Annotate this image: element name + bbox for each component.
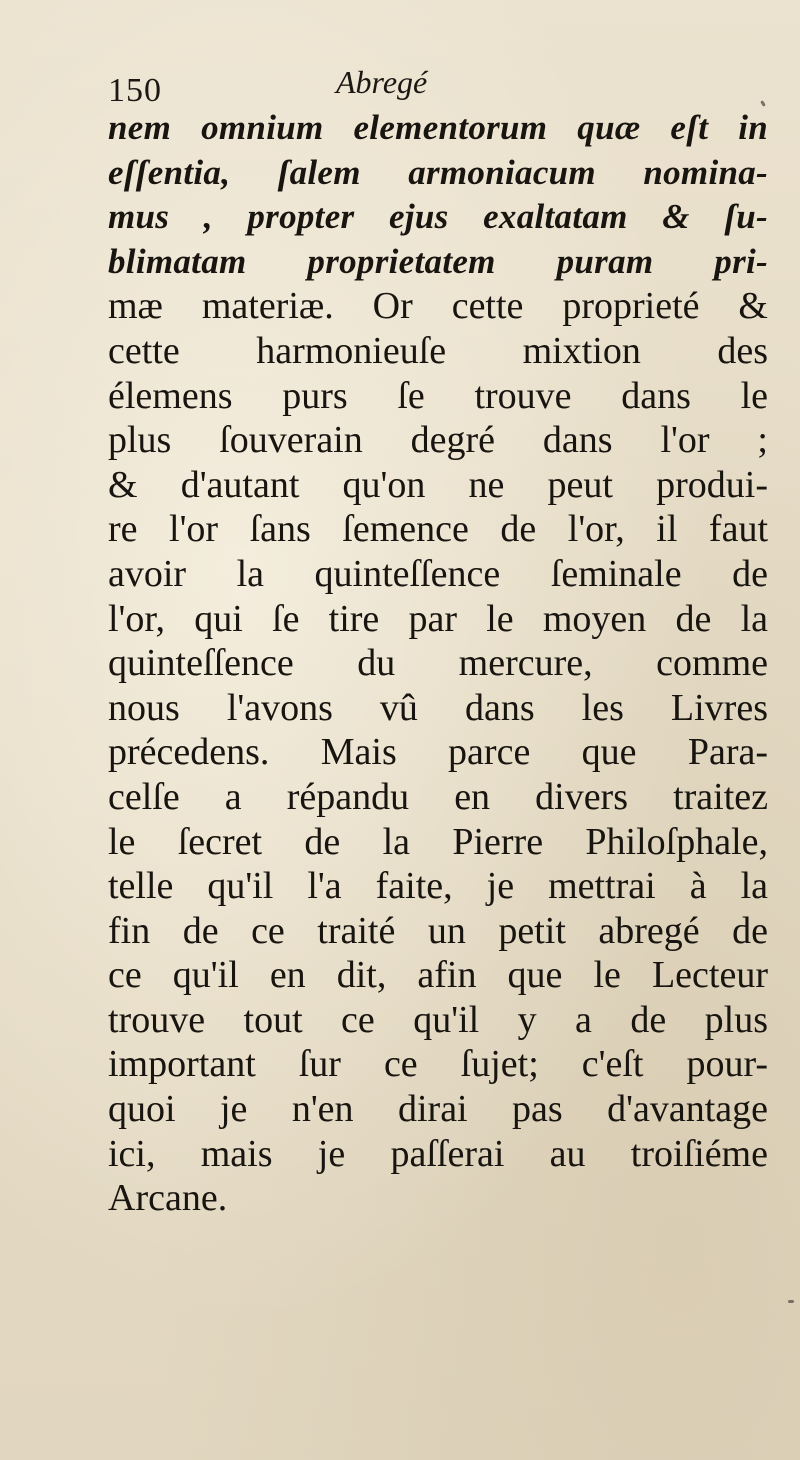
text-line: nous l'avons vû dans les Livres [108, 686, 768, 729]
page-header [108, 62, 748, 112]
paper-speck [788, 1300, 794, 1303]
text-line: fin de ce traité un petit abregé de [108, 909, 768, 952]
text-line: trouve tout ce qu'il y a de plus [108, 998, 768, 1041]
text-line: re l'or ſans ſemence de l'or, il faut [108, 508, 768, 551]
text-line: & d'autant qu'on ne peut produi- [108, 463, 768, 506]
text-line: blimatam proprietatem puram pri- [108, 241, 768, 281]
text-line: telle qu'il l'a faite, je mettrai à la [108, 865, 768, 908]
body-text [108, 106, 768, 1221]
text-line: le ſecret de la Pierre Philoſphale, [108, 820, 768, 863]
text-line: avoir la quinteſſence ſeminale de [108, 552, 768, 595]
text-line: mæ materiæ. Or cette proprieté & [108, 285, 768, 328]
text-line: mus , propter ejus exaltatam & ſu- [108, 197, 768, 237]
running-title: Abregé [336, 64, 428, 100]
text-line: quoi je n'en dirai pas d'avantage [108, 1088, 768, 1131]
text-line-last: Arcane. [108, 1177, 228, 1220]
text-line: quinteſſence du mercure, comme [108, 642, 768, 685]
page-number: 150 [108, 72, 162, 109]
text-line: ce qu'il en dit, afin que le Lecteur [108, 954, 768, 997]
text-line: précedens. Mais parce que Para- [108, 731, 768, 774]
text-line: ici, mais je paſſerai au troiſiéme [108, 1132, 768, 1175]
text-line: cette harmonieuſe mixtion des [108, 329, 768, 372]
text-line: plus ſouverain degré dans l'or ; [108, 419, 768, 462]
text-line: l'or, qui ſe tire par le moyen de la [108, 597, 768, 640]
text-line: élemens purs ſe trouve dans le [108, 374, 768, 417]
text-line: nem omnium elementorum quæ eſt in [108, 108, 768, 147]
text-line: eſſentia, ſalem armoniacum nomina- [108, 152, 768, 192]
text-line: important ſur ce ſujet; c'eſt pour- [108, 1043, 768, 1086]
text-line: celſe a répandu en divers traitez [108, 775, 768, 818]
